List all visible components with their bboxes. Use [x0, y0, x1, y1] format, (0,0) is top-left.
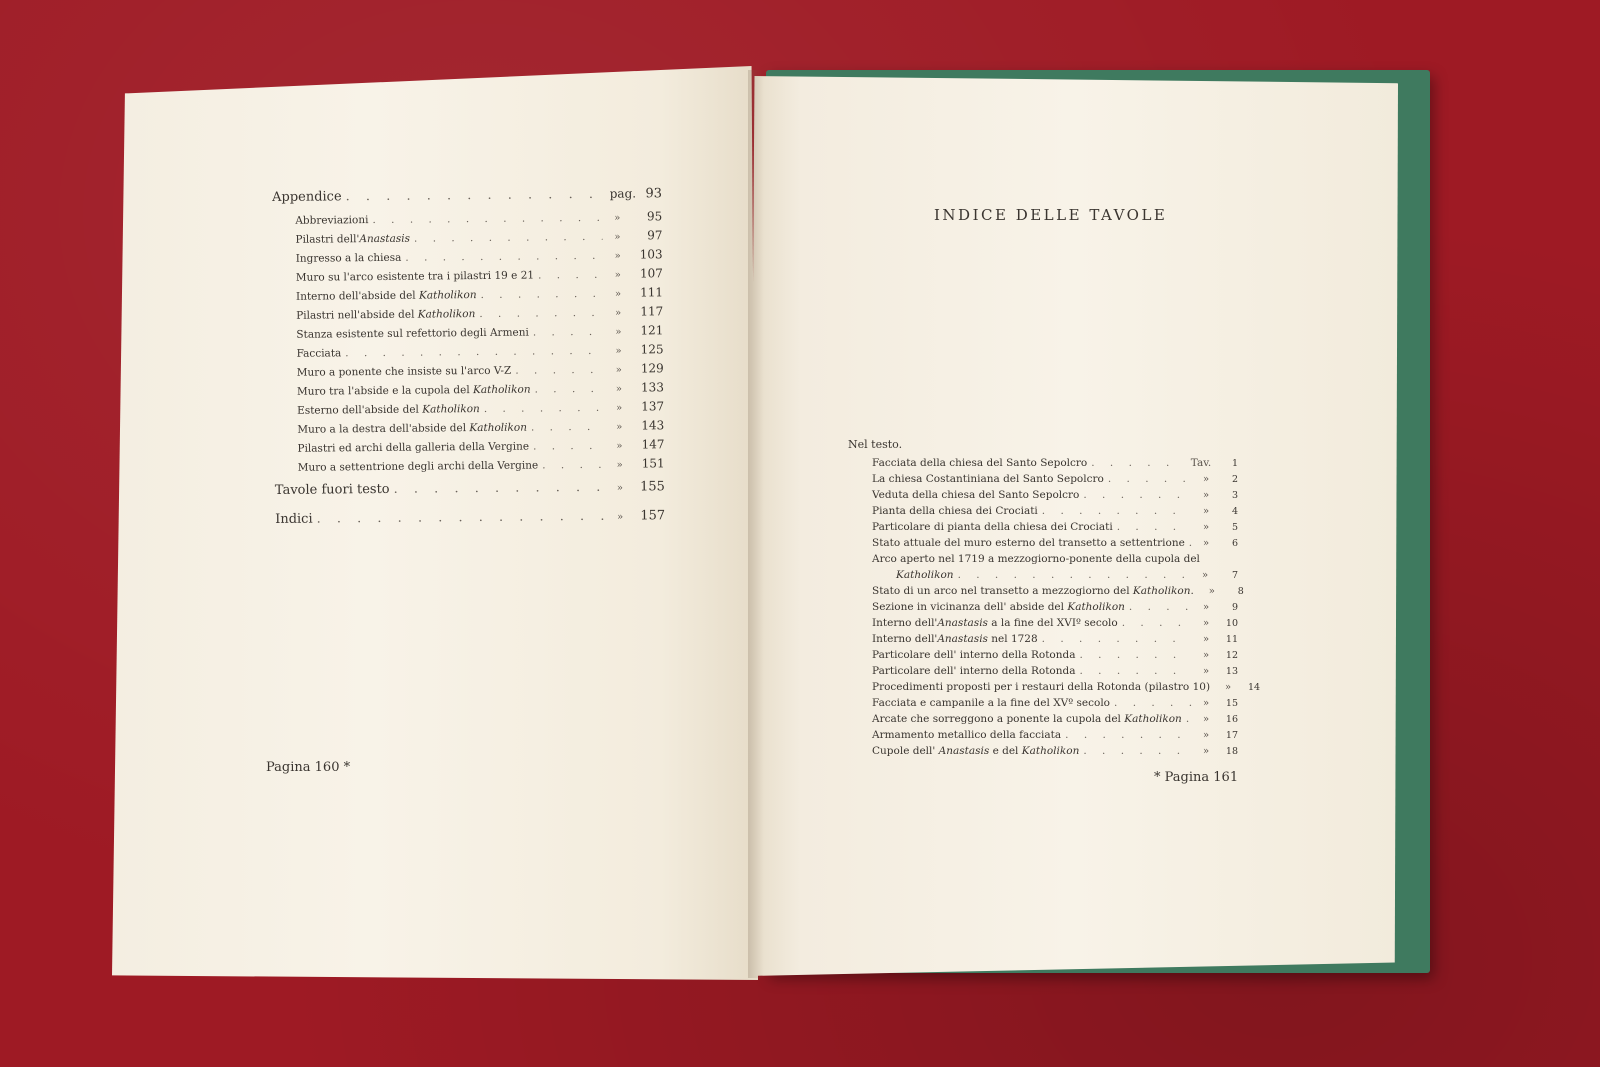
- page-number: 93: [645, 186, 663, 202]
- plate-entry: [848, 601, 1238, 617]
- entry-italic-text: Katholikon: [418, 289, 477, 302]
- plate-number: 2: [1231, 474, 1238, 485]
- entry-italic-text: Katholikon: [896, 569, 954, 581]
- plate-entry: [848, 681, 1261, 697]
- entry-label: [872, 697, 1110, 709]
- ditto-mark: »: [615, 383, 623, 395]
- entry-label: [872, 633, 1038, 645]
- entry-label: [296, 308, 475, 322]
- plate-entry: [848, 713, 1238, 729]
- ditto-mark: »: [1202, 650, 1210, 661]
- plate-entry: [848, 665, 1238, 681]
- ditto-mark: »: [617, 511, 624, 523]
- plate-number: 14: [1247, 682, 1261, 693]
- entry-label: [872, 521, 1113, 533]
- entry-label: [872, 601, 1125, 613]
- entry-text: Muro su l'arco esistente tra i pilastri 19 e 21: [295, 269, 535, 284]
- right-page-footer: * Pagina 161: [1154, 770, 1239, 785]
- ditto-mark: »: [1202, 714, 1210, 725]
- page-number: 111: [640, 285, 664, 300]
- ditto-mark: »: [616, 440, 623, 452]
- entry-text: Muro a ponente che insiste su l'arco V-Z: [296, 364, 512, 379]
- entry-text: Muro a settentrione degli archi della Vergine: [297, 459, 539, 474]
- entry-text: Particolare di pianta della chiesa dei Crociati: [872, 521, 1113, 533]
- leader-dots: [1114, 697, 1192, 709]
- plate-number: 18: [1225, 746, 1238, 757]
- entry-label: [872, 489, 1079, 501]
- entry-label: Indici: [275, 511, 313, 527]
- leader-dots: [372, 212, 602, 226]
- entry-label: [872, 649, 1075, 661]
- entry-text: Stato attuale del muro esterno del transetto a settentrione: [872, 537, 1185, 549]
- leader-dots: [1129, 601, 1192, 613]
- entry-label: [296, 327, 529, 341]
- toc-bottom-entries: [275, 479, 666, 537]
- leader-dots: [533, 326, 604, 339]
- plate-entry: [848, 697, 1238, 713]
- entry-italic-text: Anastasis: [937, 617, 988, 629]
- plate-entry: [848, 473, 1238, 489]
- entry-label: [296, 269, 534, 283]
- entry-label: [872, 473, 1104, 485]
- plates-entries: [848, 457, 1261, 761]
- entry-text: Abbreviazioni: [295, 214, 369, 227]
- ditto-mark: »: [615, 402, 623, 414]
- leader-dots: [394, 480, 605, 497]
- ditto-mark: »: [1202, 538, 1210, 549]
- entry-italic-text: Katholikon: [1124, 713, 1182, 725]
- entry-text: Interno dell': [872, 633, 938, 645]
- plate-number: 13: [1225, 666, 1238, 677]
- plate-number: 16: [1225, 714, 1238, 725]
- leader-dots: [1083, 745, 1192, 757]
- leader-dots: [1186, 713, 1192, 725]
- leader-dots: [414, 231, 603, 245]
- leader-dots: [484, 402, 604, 415]
- plate-entry: [848, 489, 1238, 505]
- page-number: 157: [640, 508, 666, 524]
- leader-dots: [317, 509, 606, 527]
- entry-italic-text: Katholikon: [1021, 745, 1080, 757]
- plates-index-title: INDICE DELLE TAVOLE: [934, 206, 1168, 224]
- plate-number: 3: [1231, 490, 1238, 501]
- entry-label: [297, 347, 342, 359]
- entry-text: Stato di un arco nel transetto a mezzogiorno del: [872, 585, 1133, 597]
- page-number: 121: [640, 323, 664, 338]
- entry-text: Pilastri ed archi della galleria della Vergine: [297, 440, 530, 455]
- leader-dots: [479, 307, 603, 320]
- entry-label: [295, 233, 410, 246]
- entry-text: Particolare dell' interno della Rotonda: [872, 649, 1076, 661]
- entry-italic-text: Katholikon: [1067, 601, 1125, 613]
- plate-entry: [848, 649, 1238, 665]
- entry-text: Stanza esistente sul refettorio degli Armeni: [296, 326, 529, 341]
- plate-number: 5: [1231, 522, 1238, 533]
- ditto-mark: Tav.: [1190, 457, 1212, 469]
- ditto-mark: »: [1202, 698, 1210, 709]
- entry-text: Muro tra l'abside e la cupola del: [296, 384, 474, 398]
- ditto-mark: »: [1202, 506, 1210, 517]
- entry-label: [872, 729, 1061, 741]
- plate-number: 10: [1225, 618, 1238, 629]
- entry-italic-text: Katholikon: [472, 383, 531, 397]
- entry-italic-text: Anastasis: [938, 745, 990, 757]
- ditto-mark: »: [614, 250, 621, 262]
- plate-number: 12: [1225, 650, 1238, 661]
- plate-entry: [848, 585, 1244, 601]
- entry-label: [872, 665, 1075, 677]
- leader-dots: [1042, 633, 1192, 645]
- plate-number: 1: [1231, 458, 1238, 469]
- plate-number: 4: [1231, 506, 1238, 517]
- ditto-mark: »: [615, 307, 622, 319]
- page-number: 95: [646, 209, 663, 224]
- entry-label: [296, 252, 402, 265]
- entry-italic-text: Katholikon: [1132, 585, 1191, 597]
- ditto-mark: »: [1202, 474, 1210, 485]
- leader-dots: [1065, 729, 1192, 741]
- plate-number: 15: [1225, 698, 1238, 709]
- entry-label: [297, 384, 531, 398]
- entry-label: [872, 617, 1118, 629]
- entry-label: [872, 457, 1087, 469]
- entry-italic-text: Katholikon: [422, 403, 480, 416]
- page-number: 137: [641, 399, 665, 414]
- entry-text: Procedimenti proposti per i restauri della Rotonda (pilastro 10): [872, 681, 1211, 693]
- plate-entry: [848, 505, 1238, 521]
- plate-entry: [848, 617, 1238, 633]
- plate-entry: [848, 537, 1238, 553]
- ditto-mark: »: [614, 212, 621, 224]
- toc-main-entry: [275, 479, 665, 508]
- plate-number: 17: [1225, 730, 1238, 741]
- page-number: 151: [641, 456, 665, 471]
- leader-dots: [1122, 617, 1192, 629]
- entry-text: Muro a la destra dell'abside del: [297, 422, 470, 436]
- ditto-mark: »: [1202, 730, 1210, 741]
- plate-number: 7: [1231, 570, 1238, 581]
- page-prefix: pag.: [609, 186, 637, 201]
- entry-text: Facciata della chiesa del Santo Sepolcro: [872, 457, 1088, 469]
- entry-italic-text: Katholikon: [469, 421, 528, 435]
- ditto-mark: »: [616, 459, 623, 471]
- leader-dots: [958, 569, 1190, 581]
- ditto-mark: »: [615, 345, 622, 357]
- entry-text-after: .: [1190, 585, 1194, 597]
- ditto-mark: »: [616, 421, 623, 433]
- entry-text: Arco aperto nel 1719 a mezzogiorno-ponente della cupola del: [872, 553, 1200, 565]
- entry-text: Pilastri dell': [295, 233, 360, 246]
- entry-italic-text: Anastasis: [359, 232, 411, 246]
- entry-text-after: nel 1728: [987, 633, 1038, 645]
- left-page-footer: Pagina 160 *: [266, 760, 351, 775]
- page-number: 129: [640, 361, 664, 376]
- plates-index-list: [848, 438, 1261, 761]
- toc-heading-label: Appendice: [272, 189, 342, 205]
- page-number: 117: [640, 304, 664, 319]
- entry-text: Armamento metallico della facciata: [872, 729, 1062, 741]
- ditto-mark: »: [1202, 522, 1210, 533]
- entry-text: Sezione in vicinanza dell' abside del: [872, 601, 1068, 613]
- plate-entry: [848, 457, 1238, 473]
- plate-number: 8: [1237, 586, 1244, 597]
- ditto-mark: »: [615, 364, 622, 376]
- leader-dots: [1079, 649, 1192, 661]
- entry-label: Tavole fuori testo: [274, 481, 390, 498]
- leader-dots: [405, 250, 602, 264]
- ditto-mark: »: [1208, 586, 1215, 597]
- plate-entry: [848, 553, 1238, 569]
- entry-label: [872, 585, 1194, 597]
- leader-dots: [481, 288, 604, 301]
- page-number: 133: [640, 380, 664, 395]
- entry-label: [872, 681, 1210, 693]
- leader-dots: [1117, 521, 1192, 533]
- section-heading: Nel testo.: [848, 438, 903, 451]
- entry-text: Pilastri nell'abside del: [296, 308, 418, 322]
- entry-text: Cupole dell': [872, 745, 939, 757]
- ditto-mark: »: [614, 269, 621, 281]
- entry-label: [296, 289, 477, 303]
- entry-label: [297, 422, 527, 436]
- leader-dots: [538, 269, 603, 282]
- page-number: 97: [647, 228, 663, 243]
- entry-text: Arcate che sorreggono a ponente la cupola del: [872, 713, 1125, 725]
- leader-dots: [1079, 665, 1192, 677]
- entry-text: Facciata: [296, 347, 342, 360]
- entry-text: Pianta della chiesa dei Crociati: [872, 505, 1038, 517]
- toc-entry: [275, 456, 665, 479]
- leader-dots: [1091, 457, 1182, 469]
- ditto-mark: »: [1202, 666, 1210, 677]
- entry-label: [295, 214, 368, 227]
- plate-number: 6: [1231, 538, 1238, 549]
- ditto-mark: »: [1224, 682, 1232, 693]
- entry-text: Facciata e campanile a la fine del XVº secolo: [872, 697, 1111, 709]
- plate-entry-continuation: [848, 569, 1238, 585]
- toc-main-entry: [275, 508, 665, 537]
- entry-label: [872, 713, 1182, 725]
- page-number: 143: [641, 418, 665, 433]
- leader-dots: [533, 440, 605, 453]
- entry-text: Ingresso a la chiesa: [295, 251, 402, 265]
- entry-label: [298, 459, 539, 473]
- toc-sub-entries: [272, 209, 665, 479]
- ditto-mark: »: [1202, 602, 1210, 613]
- page-number: 125: [640, 342, 664, 357]
- plate-entry: [848, 521, 1238, 537]
- plate-number: 9: [1231, 602, 1238, 613]
- entry-text: Particolare dell' interno della Rotonda: [872, 665, 1076, 677]
- entry-text: Interno dell'abside del: [295, 289, 420, 303]
- entry-italic-text: Katholikon: [417, 308, 476, 321]
- entry-text: Veduta della chiesa del Santo Sepolcro: [872, 489, 1080, 501]
- left-table-of-contents: [272, 186, 665, 537]
- entry-label: [872, 745, 1079, 757]
- leader-dots: [542, 459, 605, 472]
- entry-label: [872, 505, 1038, 517]
- leader-dots: [1108, 473, 1192, 485]
- leader-dots: [515, 364, 604, 377]
- leader-dots: [1042, 505, 1192, 517]
- ditto-mark: »: [614, 231, 621, 243]
- page-number: 103: [639, 247, 663, 262]
- leader-dots: [346, 187, 606, 204]
- plate-entry: [848, 633, 1238, 649]
- ditto-mark: »: [1202, 618, 1210, 629]
- ditto-mark: »: [615, 326, 622, 338]
- leader-dots: [1189, 537, 1192, 549]
- ditto-mark: »: [614, 288, 622, 300]
- plate-entry: [848, 745, 1238, 761]
- ditto-mark: »: [616, 482, 623, 494]
- plate-entry: [848, 729, 1238, 745]
- ditto-mark: »: [1201, 570, 1209, 581]
- entry-text-after: a la fine del XVIº secolo: [987, 617, 1118, 629]
- entry-label: [297, 403, 480, 417]
- entry-text: Esterno dell'abside del: [297, 403, 423, 417]
- entry-text: La chiesa Costantiniana del Santo Sepolcro: [872, 473, 1104, 485]
- leader-dots: [535, 383, 604, 396]
- ditto-mark: »: [1202, 634, 1210, 645]
- entry-text: Interno dell': [872, 617, 938, 629]
- leader-dots: [1083, 489, 1192, 501]
- page-number: 147: [641, 437, 665, 452]
- book-gutter: [748, 70, 764, 978]
- leader-dots: [531, 421, 604, 434]
- entry-label: [297, 441, 529, 455]
- entry-label: [872, 553, 1200, 565]
- ditto-mark: »: [1202, 746, 1210, 757]
- entry-label: [872, 537, 1185, 549]
- plate-number: 11: [1225, 634, 1238, 645]
- entry-italic-text: Anastasis: [937, 633, 988, 645]
- entry-label: [297, 365, 512, 379]
- page-number: 155: [639, 479, 665, 495]
- entry-text-after: e del: [989, 745, 1022, 757]
- leader-dots: [345, 345, 603, 359]
- page-number: 107: [639, 266, 663, 281]
- ditto-mark: »: [1202, 490, 1210, 501]
